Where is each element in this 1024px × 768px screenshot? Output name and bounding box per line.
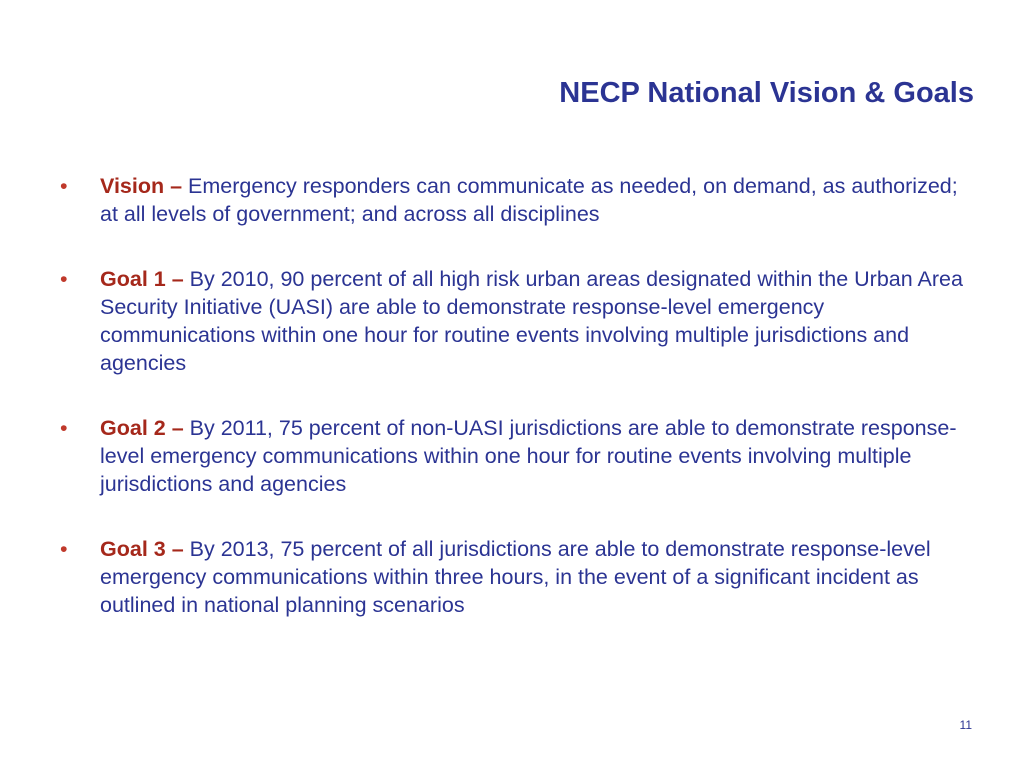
bullet-dot-icon: • (60, 267, 68, 291)
bullet-dot-icon: • (60, 174, 68, 198)
bullet-item-vision (60, 172, 970, 228)
bullet-item-goal-3 (60, 535, 970, 619)
bullet-list (60, 172, 970, 656)
bullet-lead: Vision – (100, 174, 183, 198)
bullet-lead: Goal 1 – (100, 267, 184, 291)
page-number: 11 (959, 718, 972, 732)
bullet-item-goal-1 (60, 265, 970, 377)
bullet-lead: Goal 2 – (100, 416, 184, 440)
bullet-dot-icon: • (60, 537, 68, 561)
bullet-lead: Goal 3 – (100, 537, 184, 561)
bullet-text: Emergency responders can communicate as needed, on demand, as authorized; at all levels of government; and across all disciplines (100, 174, 958, 226)
bullet-text: By 2011, 75 percent of non-UASI jurisdictions are able to demonstrate response-level emergency communications within one hour for routine events involving multiple jurisdictions and agencies (100, 416, 957, 496)
bullet-dot-icon: • (60, 416, 68, 440)
bullet-text: By 2010, 90 percent of all high risk urban areas designated within the Urban Area Security Initiative (UASI) are able to demonstrate response-level emergency communications within one hour for routine events involving multiple jurisdictions and agencies (100, 267, 963, 375)
bullet-text: By 2013, 75 percent of all jurisdictions are able to demonstrate response-level emergency communications within three hours, in the event of a significant incident as outlined in national planning scenarios (100, 537, 931, 617)
bullet-item-goal-2 (60, 414, 970, 498)
slide-title: NECP National Vision & Goals (559, 77, 974, 109)
